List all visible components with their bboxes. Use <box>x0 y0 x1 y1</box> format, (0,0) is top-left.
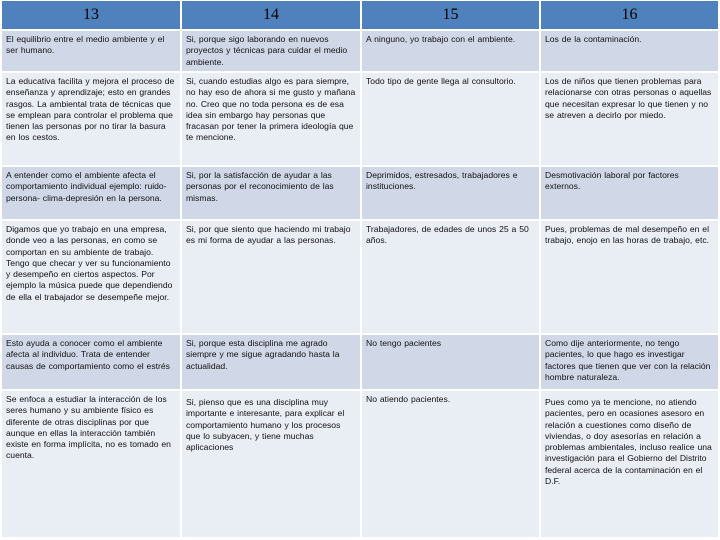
table-cell: Esto ayuda a conocer como el ambiente afecta al individuo. Trata de entender causas de comportamiento como el estrés <box>2 335 180 389</box>
table-cell: Todo tipo de gente llega al consultorio. <box>362 73 539 165</box>
table-row <box>2 221 718 333</box>
table-cell: No atiendo pacientes. <box>362 391 539 537</box>
table-cell: Como dije anteriormente, no tengo pacientes, lo que hago es investigar factores que tienen que ver con la relación hombre naturaleza. <box>541 335 718 389</box>
table-cell: Desmotivación laboral por factores externos. <box>541 167 718 219</box>
column-header-15: 15 <box>362 1 539 29</box>
table-cell: Trabajadores, de edades de unos 25 a 50 años. <box>362 221 539 333</box>
table-cell: Los de niños que tienen problemas para relacionarse con otras personas o aquellas que necesitan expresar lo que tienen y no se atreven a decirlo por miedo. <box>541 73 718 165</box>
header-row <box>2 1 718 29</box>
table-cell: A ninguno, yo trabajo con el ambiente. <box>362 31 539 71</box>
table-cell: Si, pienso que es una disciplina muy importante e interesante, para explicar el comportamiento humano y los procesos que lo subyacen, y tiene muchas aplicaciones <box>182 391 360 537</box>
table-cell: Si, cuando estudias algo es para siempre, no hay eso de ahora si me gusto y mañana no. Creo que no toda persona es de esa idea sin embargo hay personas que fracasan por tener la primera ideología que te mencione. <box>182 73 360 165</box>
column-header-16: 16 <box>541 1 718 29</box>
table-row <box>2 335 718 389</box>
table-cell: Si, porque sigo laborando en nuevos proyectos y técnicas para cuidar el medio ambiente. <box>182 31 360 71</box>
table-row <box>2 31 718 71</box>
table-cell: Si, por que siento que haciendo mi trabajo es mi forma de ayudar a las personas. <box>182 221 360 333</box>
table-cell: El equilibrio entre el medio ambiente y el ser humano. <box>2 31 180 71</box>
table-cell: Pues como ya te mencione, no atiendo pacientes, pero en ocasiones asesoro en relación a cuestiones como diseño de viviendas, o doy asesorías en relación a problemas ambientales, incluso realice una investigación para el Gobierno del Distrito federal acerca de la contaminación en el D.F. <box>541 391 718 537</box>
table-cell: Digamos que yo trabajo en una empresa, donde veo a las personas, en como se comportan en su ambiente de trabajo. Tengo que checar y ver su funcionamiento y desempeño en ciertos aspectos. Por ejemplo la música puede que dependiendo de ella el trabajador se desempeñe mejor. <box>2 221 180 333</box>
table-cell: Los de la contaminación. <box>541 31 718 71</box>
table-row <box>2 391 718 537</box>
table-cell: Pues, problemas de mal desempeño en el trabajo, enojo en las horas de trabajo, etc. <box>541 221 718 333</box>
column-header-13: 13 <box>2 1 180 29</box>
table-cell: Si, por la satisfacción de ayudar a las personas por el reconocimiento de las mismas. <box>182 167 360 219</box>
column-header-14: 14 <box>182 1 360 29</box>
table-cell: A entender como el ambiente afecta el comportamiento individual ejemplo: ruido-persona- clima-depresión en la persona. <box>2 167 180 219</box>
table-cell: Deprimidos, estresados, trabajadores e instituciones. <box>362 167 539 219</box>
table-cell: Si, porque esta disciplina me agrado siempre y me sigue agradando hasta la actualidad. <box>182 335 360 389</box>
table-row <box>2 167 718 219</box>
table-row <box>2 73 718 165</box>
table-cell: No tengo pacientes <box>362 335 539 389</box>
table-cell: La educativa facilita y mejora el proceso de enseñanza y aprendizaje; esto en grandes rasgos. La ambiental trata de técnicas que se emplean para controlar el problema que tienen las personas por no tirar la basura en los cestos. <box>2 73 180 165</box>
table-cell: Se enfoca a estudiar la interacción de los seres humano y su ambiente físico es diferente de otras disciplinas por que aunque en ellas la interacción también existe en forma implícita, no es tomado en cuenta. <box>2 391 180 537</box>
